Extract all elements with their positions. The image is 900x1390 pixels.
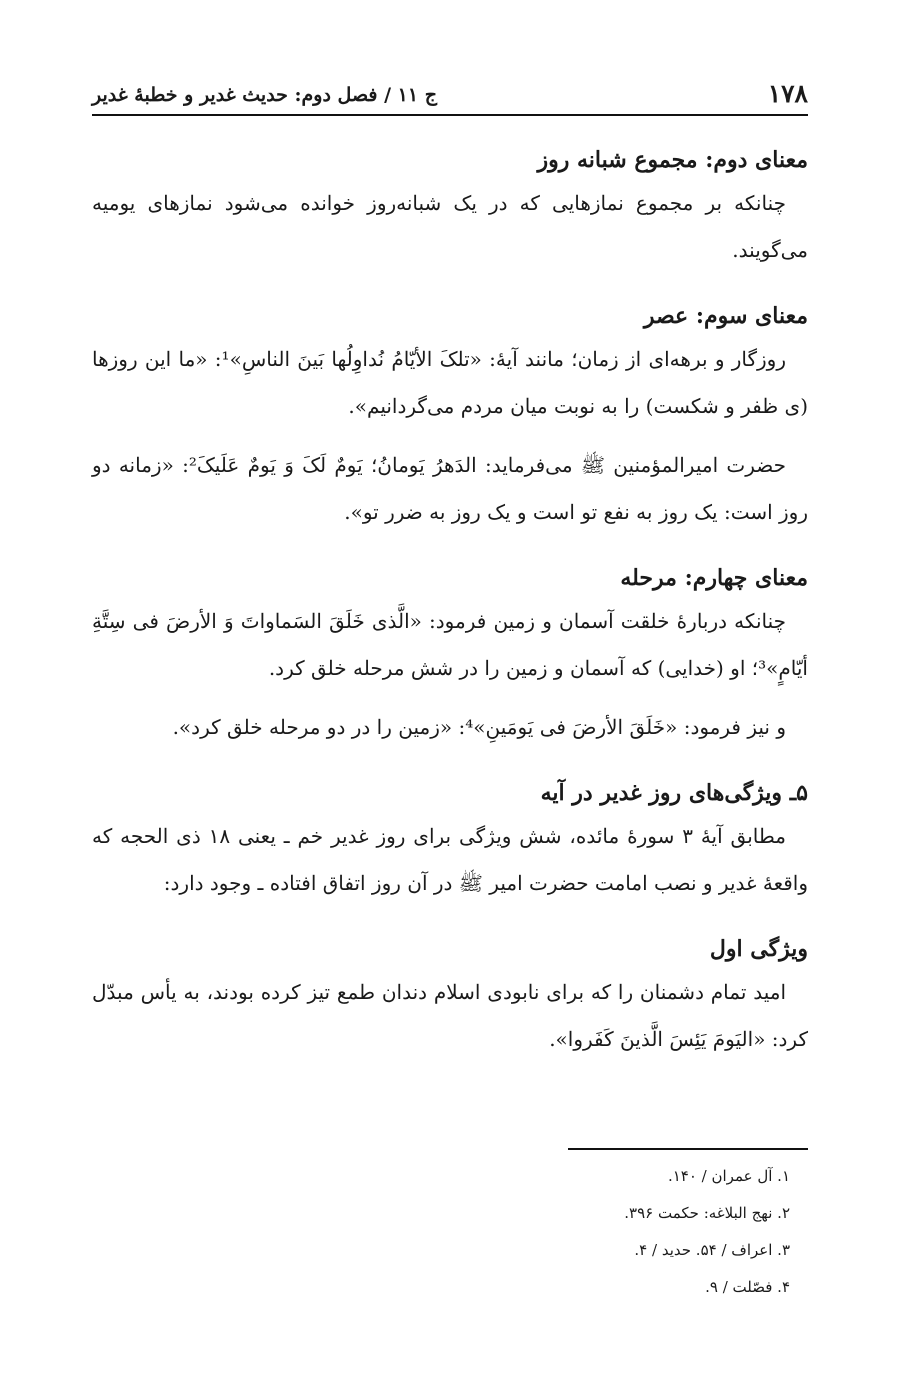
section-heading: معنای دوم: مجموع شبانه روز (537, 147, 808, 173)
paragraph: و نیز فرمود: «خَلَقَ الأرضَ فی یَومَینِ»⁴: «زمین را در دو مرحله خلق کرد». (172, 715, 786, 739)
running-title: ج ۱۱ / فصل دوم: حدیث غدیر و خطبهٔ غدیر (92, 84, 437, 106)
page-number: ۱۷۸ (767, 79, 808, 108)
page-body (92, 140, 808, 1063)
paragraph: چنانکه دربارهٔ خلقت آسمان و زمین فرمود: «الَّذی خَلَقَ السَماواتَ وَ الأرضَ فی سِتَّةِ أیّامٍ»³؛ او (خدایی) که آسمان و زمین را در شش مرحله خلق کرد. (92, 609, 808, 680)
page-header (92, 68, 808, 116)
footnote: ۱. آل عمران / ۱۴۰. (667, 1167, 790, 1185)
paragraph: چنانکه بر مجموع نمازهایی که در یک شبانه‌روز خوانده می‌شود نمازهای یومیه می‌گویند. (92, 191, 808, 262)
paragraph: مطابق آیهٔ ۳ سورهٔ مائده، شش ویژگی برای روز غدیر خم ـ یعنی ۱۸ ذی الحجه که واقعهٔ غدیر و نصب امامت حضرت امیر ﷺ در آن روز اتفاق افتاده ـ وجود دارد: (92, 824, 808, 895)
section-heading: ۵ـ ویژگی‌های روز غدیر در آیه (540, 780, 808, 806)
paragraph: روزگار و برهه‌ای از زمان؛ مانند آیهٔ: «تلکَ الأیّامُ نُداوِلُها بَینَ الناسِ»¹: «ما این روزها (ی ظفر و شکست) را به نوبت میان مردم می‌گردانیم». (92, 347, 808, 418)
paragraph: حضرت امیرالمؤمنین ﷺ می‌فرماید: الدَهرُ یَومانُ؛ یَومٌ لَکَ وَ یَومٌ عَلَیکَ²: «زمانه دو روز است: یک روز به نفع تو است و یک روز به ضرر تو». (92, 453, 808, 524)
footnote: ۳. اعراف / ۵۴. حدید / ۴. (634, 1241, 790, 1259)
footnote-rule (568, 1148, 808, 1150)
section-heading: معنای سوم: عصر (643, 303, 808, 329)
section-heading: ویژگی اول (709, 936, 808, 962)
footnote: ۲. نهج البلاغه: حکمت ۳۹۶. (624, 1204, 790, 1222)
footnotes (0, 1148, 808, 1306)
paragraph: امید تمام دشمنان را که برای نابودی اسلام دندان طمع تیز کرده بودند، به یأس مبدّل کرد: «الیَومَ یَئِسَ الَّذینَ کَفَروا». (92, 980, 808, 1051)
footnote: ۴. فصّلت / ۹. (705, 1278, 790, 1296)
section-heading: معنای چهارم: مرحله (620, 565, 808, 591)
